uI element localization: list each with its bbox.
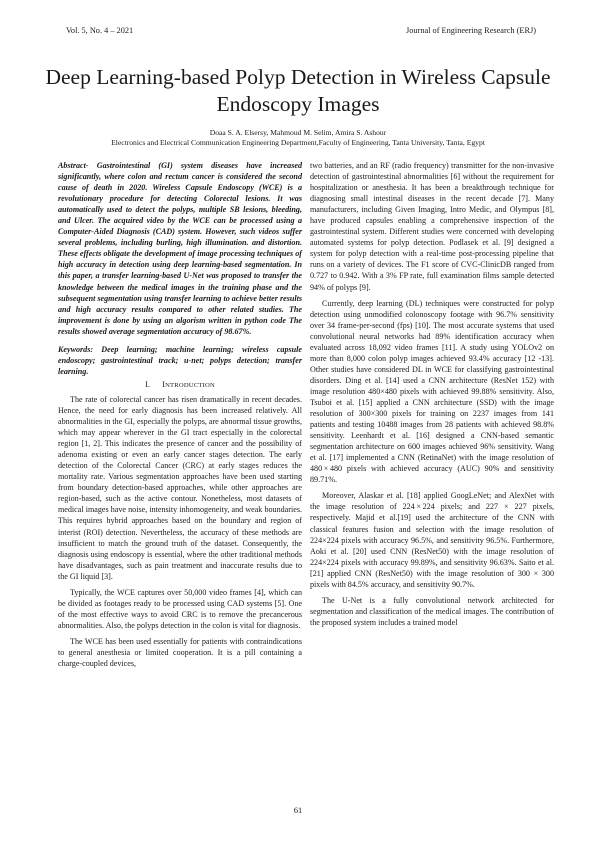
section-number: I. — [145, 379, 151, 389]
body-paragraph: The U-Net is a fully convolutional network architected for segmentation and classification of the medical images. The contribution of the proposed system includes a trained model — [310, 595, 554, 627]
left-column — [58, 160, 302, 674]
section-heading-introduction — [58, 379, 302, 391]
paper-title: Deep Learning-based Polyp Detection in Wireless Capsule Endoscopy Images — [45, 65, 551, 116]
abstract: Abstract- Gastrointestinal (GI) system diseases have increased significantly, where colon and rectum cancer is considered the second cause of death in 2020. Wireless Capsule Endoscopy (WCE) is a revolutionary procedure for detecting Colorectal lesions. It was automatically used to detect the polyps, multiple SB lesions, bleeding, and Ulcer. The acquired video by the WCE can be processed using a Computer-Aided Diagnosis (CAD) system. However, such videos suffer several problems, including burling, high illumination. and distortion. These effects obligate the development of image processing techniques of high accuracy in detection using deep learning-based segmentation. In this paper, a transfer learning-based U-Net was proposed to transfer the knowledge between the medical images in the training phase and the subsequent segmentation using transfer learning to achieve better results and high accuracy results compared to other related studies. The improvement is done by using an algorism written in python code The results showed average segmentation accuracy of 98.67%. — [58, 161, 302, 336]
body-paragraph: The rate of colorectal cancer has risen dramatically in recent decades. Hence, the need for early diagnosis has been increased relatively. All abnormalities in the GI, especially the polyps, are abnormal tissue growths, which may appear wherever in the GI tract especially in the colorectal region [1, 2]. This indicates the presence of cancer and the possibility of adenoma existing or even an early cancer stages detection. The early detection of the Colorectal Cancer (CRC) at early stages reduces the mortality rate. Various segmentation approaches have been used starting from boundary detection-based approaches, while other approaches are region-based, such as the active contour. Nonetheless, most datasets of medical images have noise, intensity inhomogeneity, and weak boundaries. This requires hybrid approaches based on the boundary and region of interist (ROI) detection. Nevertheless, the accuracy of these methods are insufficient to match the ground truth of the dataset. Consequently, the diagnosis using endoscopy is essential, where the other traditional methods have disadvantages, such as pain treatment and inaccurate results due to the GI liquid [3]. — [58, 394, 302, 581]
section-title-initial: I — [162, 379, 166, 389]
body-paragraph: Moreover, Alaskar et al. [18] applied GoogLeNet; and AlexNet with the image resolution of 224 × 224 pixels; and 227 × 227 pixels, respectively. Majid et al.[19] used the architecture of the CNN with classical features fusion and selection with the image resolution of 224×224 pixels with accuracy 96.5%, and sensitivity 96.5%. Furthermore, Aoki et al. [20] used CNN (ResNet50) with the image resolution of 224×224 pixels with accuracy 99.89%, and sensitivity 96.63%. Saito et al. [21] applied CNN (ResNet50) with the image resolution of 300 × 300 pixels with 84.5% accuracy, and sensitivity 90.7%. — [310, 491, 554, 589]
section-title-rest: NTRODUCTION — [165, 381, 215, 389]
body-paragraph: two batteries, and an RF (radio frequency) transmitter for the non-invasive detection of gastrointestinal abnormalities [6] without the requirement for hospitalization or anesthesia. It has been a breakthrough technique for diagnosing small intestinal diseases in the recent decade [7]. Many manufacturers, including Given Imaging, Intro Medic, and Olympus [8], have produced capsules enabling a comprehensive inspection of the gastrointestinal system. Different studies were concerned with developing automated systems for polyp detection. Podlasek et al. [9] designed a system for polyp detection with a real-time post-processing pipeline that runs on a variety of devices. The F1 score of CVC-ClinicDB ranged from 0.727 to 0.942. With a 3% FP rate, full examination films sample detected 94% of polyps [9]. — [310, 161, 554, 292]
journal-header: Journal of Engineering Research (ERJ) — [406, 26, 536, 35]
keywords: Keywords: Deep learning; machine learning; wireless capsule endoscopy; gastrointestinal track; u-net; polyps detection; transfer learning. — [58, 344, 302, 376]
affiliation: Electronics and Electrical Communication Engineering Department,Faculty of Engineering, Tanta University, Tanta, Egypt — [111, 138, 485, 147]
body-paragraph: Typically, the WCE captures over 50,000 video frames [4], which can be divided as footages ready to be processed using CAD systems [5]. One of the most effective ways to avoid CRC is to remove the precancerous abnormalities. Also, the polyps detection in the colon is vital for diagnosis. — [58, 587, 302, 630]
body-paragraph: The WCE has been used essentially for patients with contraindications to general anesthesia or limited cooperation. It is a pill containing a charge-coupled devices, — [58, 636, 302, 669]
volume-header: Vol. 5, No. 4 – 2021 — [66, 26, 134, 35]
authors: Doaa S. A. Elsersy, Mahmoud M. Selim, Amira S. Ashour — [209, 128, 387, 137]
body-paragraph: Currently, deep learning (DL) techniques were constructed for polyp detection using unmodified colonoscopy footage with 96.7% sensitivity over 34 frame-per-second (fps) [10]. The most accurate systems that used convolutional neural networks had 89% identification accuracy when evaluated across 18,092 video frames [11]. A study using YOLOv2 on more than 8,000 colon polyp images achieved 93.4% accuracy [12 -13]. Other studies have considered DL in WCE for classifying gastrointestinal disorders. Ding et al. [14] used a CNN architecture (ResNet 152) with image resolution 480×480 pixels with achieved 99.88% sensitivity. Also, Tsuboi et al. [15] applied a CNN architecture (SSD) with the image resolution of 300×300 pixels for training on 2237 images from 141 patients and testing 10488 images from 28 patients with achieved 98.8% sensitivity. Leenhardt et al. [16] designed a CNN-based semantic segmentation architecture on 600 images achieved 96% sensitivity. Wang et al. [17] implemented a CNN (RetinaNet) with the image resolution of 480 × 480 pixels with achieved accuracy (AUC) 90% and sensitivity 89.71%. — [310, 298, 554, 485]
right-column — [310, 160, 554, 633]
page-number: 61 — [293, 806, 303, 815]
